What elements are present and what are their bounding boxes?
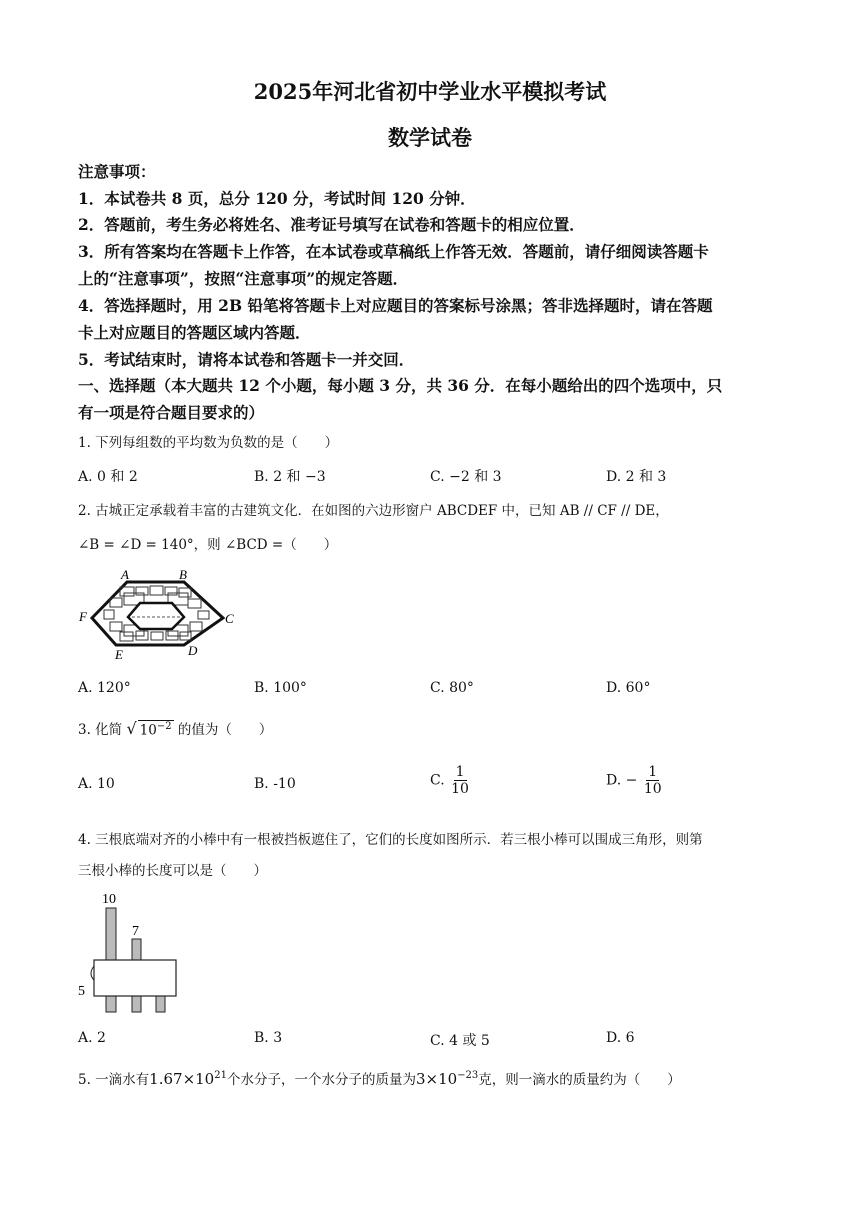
label-b: B — [179, 567, 187, 582]
q5-stem-mid: 个水分子，一个水分子的质量为 — [226, 1072, 416, 1088]
q3-stem-post: 的值为（ ） — [177, 722, 273, 738]
label-7: 7 — [132, 924, 139, 939]
q3-radicand-base: 10 — [139, 722, 157, 738]
q3-c-fraction — [449, 764, 471, 797]
q4-option-a: A. 2 — [78, 1030, 106, 1046]
q3-stem — [78, 718, 788, 738]
notice-item-4b: 卡上对应题目的答题区域内答题． — [78, 323, 311, 342]
q5-n2-exp: −23 — [457, 1070, 479, 1081]
q5-n1-base: 1.67×10 — [149, 1070, 215, 1088]
label-c: C — [225, 611, 234, 626]
sticks-figure — [76, 888, 186, 1016]
inner-hexagon — [128, 603, 184, 629]
notice-item-2: 2．答题前，考生务必将姓名、准考证号填写在试卷和答题卡的相应位置． — [78, 215, 585, 234]
label-d: D — [188, 643, 198, 658]
q5-number-1 — [149, 1070, 227, 1088]
hexagon-window-figure — [76, 565, 246, 665]
q2-option-b: B. 100° — [254, 680, 307, 696]
notice-item-3b: 上的“注意事项”，按照“注意事项”的规定答题． — [78, 269, 409, 288]
q3-c-label: C. — [430, 772, 445, 789]
q3-d-num: 1 — [648, 764, 658, 780]
notice-item-1: 1．本试卷共 8 页，总分 120 分，考试时间 120 分钟． — [78, 189, 476, 208]
q3-c-num: 1 — [455, 764, 465, 780]
exam-title: 2025年河北省初中学业水平模拟考试 — [253, 79, 607, 104]
q4-option-d: D. 6 — [606, 1030, 635, 1046]
q3-option-c — [430, 764, 471, 797]
q2-stem-1: 2. 古城正定承载着丰富的古建筑文化．在如图的六边形窗户 ABCDEF 中，已知 AB // CF // DE， — [78, 503, 669, 519]
q2-stem-2: ∠B = ∠D = 140°，则 ∠BCD =（ ） — [78, 537, 338, 553]
notice-item-5: 5．考试结束时，请将本试卷和答题卡一并交回． — [78, 350, 415, 369]
q2-option-d: D. 60° — [606, 680, 651, 696]
sqrt-icon: √ — [126, 719, 137, 738]
q1-stem: 1. 下列每组数的平均数为负数的是（ ） — [78, 435, 339, 451]
q3-c-den: 10 — [451, 781, 469, 798]
q4-option-c: C. 4 或 5 — [430, 1033, 490, 1049]
q1-option-d: D. 2 和 3 — [606, 469, 667, 485]
notice-heading: 注意事项： — [78, 162, 156, 181]
q3-d-fraction — [642, 764, 664, 797]
q5-stem-post: 克，则一滴水的质量约为（ ） — [478, 1072, 681, 1088]
label-10: 10 — [102, 892, 116, 907]
q5-n2-base: 3×10 — [415, 1070, 458, 1088]
q3-radicand-exp: −2 — [156, 720, 172, 732]
cover-board — [94, 960, 176, 996]
q3-radicand — [138, 720, 174, 739]
q1-option-b: B. 2 和 −3 — [254, 469, 326, 485]
notice-item-3a: 3．所有答案均在答题卡上作答，在本试卷或草稿纸上作答无效．答题前，请仔细阅读答题卡 — [78, 242, 709, 261]
exam-subtitle: 数学试卷 — [388, 125, 472, 150]
q2-option-c: C. 80° — [430, 680, 474, 696]
q5-n1-exp: 21 — [214, 1070, 227, 1081]
label-a: A — [121, 567, 129, 582]
q3-stem-pre: 3. 化简 — [78, 722, 123, 738]
q3-option-d — [606, 764, 664, 797]
q1-option-c: C. −2 和 3 — [430, 469, 502, 485]
q5-stem — [78, 1068, 788, 1088]
notice-item-4a: 4．答选择题时，用 2B 铅笔将答题卡上对应题目的答案标号涂黑；答非选择题时，请在答题 — [78, 296, 713, 315]
label-5: 5 — [78, 984, 85, 999]
q4-option-b: B. 3 — [254, 1030, 283, 1046]
label-f: F — [79, 609, 87, 624]
section1-line2: 有一项是符合题目要求的） — [78, 403, 265, 422]
q3-d-den: 10 — [643, 781, 662, 798]
q4-stem-2: 三根小棒的长度可以是（ ） — [78, 863, 267, 879]
q5-number-2 — [416, 1070, 478, 1088]
q3-option-a: A. 10 — [78, 776, 115, 792]
section1-line1: 一、选择题（本大题共 12 个小题，每小题 3 分，共 36 分．在每小题给出的四个选项中，只 — [78, 376, 723, 395]
q3-d-label: D. − — [606, 772, 638, 789]
q1-option-a: A. 0 和 2 — [78, 469, 138, 485]
q3-option-b: B. -10 — [254, 776, 296, 792]
q5-stem-pre: 5. 一滴水有 — [78, 1072, 150, 1088]
q4-stem-1: 4. 三根底端对齐的小棒中有一根被挡板遮住了，它们的长度如图所示．若三根小棒可以围成三角形，则第 — [78, 832, 703, 848]
label-e: E — [115, 647, 123, 662]
q2-option-a: A. 120° — [78, 680, 131, 696]
